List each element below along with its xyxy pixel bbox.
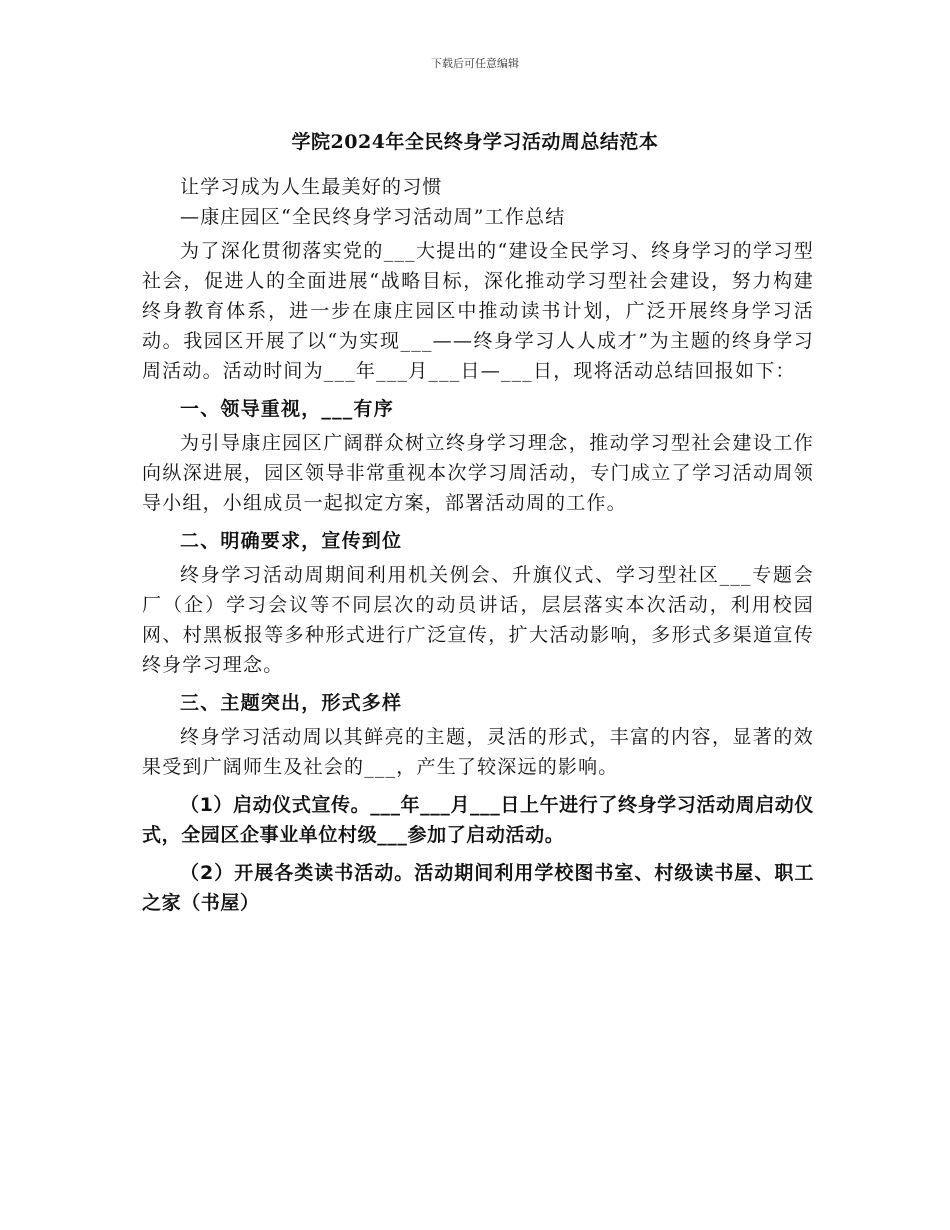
subtitle-line-2: —康庄园区“全民终身学习活动周”工作总结 xyxy=(180,206,566,228)
header-note: 下载后可任意编辑 xyxy=(431,57,519,70)
section-paragraph-2: 终身学习活动周期间利用机关例会、升旗仪式、学习型社区___专题会厂（企）学习会议等不同层次的动员讲话，层层落实本次活动，利用校园网、村黑板报等多种形式进行广泛宣传，扩大活动影响，多形式多渠道宣传终身学习理念。 xyxy=(142,564,814,676)
section-heading-2: 二、明确要求，宣传到位 xyxy=(180,530,403,552)
section-heading-1: 一、领导重视，___有序 xyxy=(180,398,394,420)
section-paragraph-3: 终身学习活动周以其鲜亮的主题，灵活的形式，丰富的内容，显著的效果受到广阔师生及社会的___，产生了较深远的影响。 xyxy=(142,726,814,778)
section-heading-3: 三、主题突出，形式多样 xyxy=(180,692,403,714)
list-item-2: （2）开展各类读书活动。活动期间利用学校图书室、村级读书屋、职工之家（书屋） xyxy=(142,862,814,914)
subtitle-line-1: 让学习成为人生最美好的习惯 xyxy=(180,176,443,198)
section-paragraph-1: 为引导康庄园区广阔群众树立终身学习理念，推动学习型社会建设工作向纵深进展，园区领导非常重视本次学习周活动，专门成立了学习活动周领导小组，小组成员一起拟定方案，部署活动周的工作。 xyxy=(142,432,814,514)
list-item-1: （1）启动仪式宣传。___年___月___日上午进行了终身学习活动周启动仪式，全园区企事业单位村级___参加了启动活动。 xyxy=(142,794,814,846)
document-title: 学院2024年全民终身学习活动周总结范本 xyxy=(291,131,659,153)
intro-paragraph: 为了深化贯彻落实党的___大提出的“建设全民学习、终身学习的学习型社会，促进人的全面进展“战略目标，深化推动学习型社会建设，努力构建终身教育体系，进一步在康庄园区中推动读书计划，广泛开展终身学习活动。我园区开展了以“为实现___——终身学习人人成才”为主题的终身学习周活动。活动时间为___年___月___日—___日，现将活动总结回报如下： xyxy=(142,240,814,382)
document-body xyxy=(142,172,814,918)
